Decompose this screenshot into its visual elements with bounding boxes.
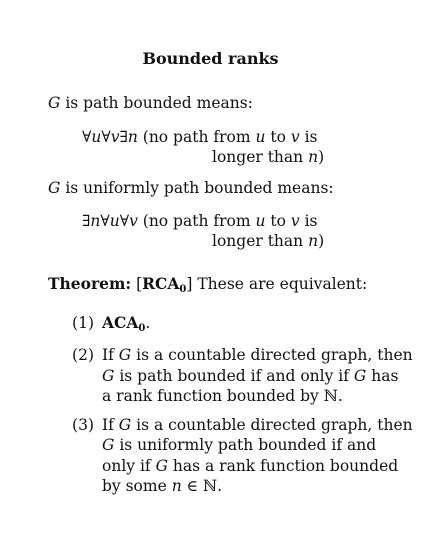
definition-text: is path bounded means:	[60, 94, 253, 112]
definition-path-bounded	[48, 93, 253, 113]
formula-path-bounded-cont	[212, 147, 324, 167]
formula-text: is	[299, 128, 318, 146]
item-number: (3)	[72, 416, 94, 434]
item-text: If	[102, 416, 119, 434]
theorem-statement	[48, 274, 367, 300]
var-v: v	[290, 212, 300, 230]
item-3-line-2	[102, 435, 376, 455]
var-u: u	[255, 128, 266, 146]
item-text: has a rank function bounded	[167, 457, 399, 475]
formula-text: longer than	[212, 232, 309, 250]
system-name: RCA	[142, 274, 180, 293]
var-u: u	[255, 212, 266, 230]
item-text: by some	[102, 477, 172, 495]
item-text: .	[145, 314, 151, 332]
var-G: G	[48, 179, 61, 197]
item-text: is uniformly path bounded if and	[114, 436, 377, 454]
item-text: ∈ ℕ.	[181, 477, 223, 495]
formula-text: is	[299, 212, 318, 230]
formula-text: (no path from	[137, 128, 256, 146]
item-text: has	[366, 367, 399, 385]
var-G: G	[118, 346, 132, 364]
system-subscript: 0	[138, 323, 146, 334]
system-name: ACA	[102, 313, 139, 332]
formula-text: )	[318, 148, 325, 166]
item-text: only if	[102, 457, 156, 475]
var-G: G	[102, 436, 115, 454]
theorem-label: Theorem:	[48, 274, 132, 293]
formula-text: longer than	[212, 148, 309, 166]
item-text: If	[102, 346, 119, 364]
item-2-line-3	[102, 386, 343, 406]
item-text: a rank function bounded by ℕ.	[102, 387, 343, 405]
var-G: G	[155, 457, 168, 475]
formula-text: (no path from	[137, 212, 256, 230]
var-G: G	[118, 416, 132, 434]
item-text: is a countable directed graph, then	[131, 346, 413, 364]
item-number: (1)	[72, 314, 94, 332]
theorem-bracket: ]	[186, 275, 193, 293]
quantifiers: ∀u∀v∃n	[82, 128, 138, 146]
definition-text: is uniformly path bounded means:	[60, 179, 334, 197]
definition-uniformly-path-bounded	[48, 178, 334, 198]
slide-title: Bounded ranks	[142, 49, 279, 68]
formula-text: to	[265, 128, 291, 146]
theorem-text: These are equivalent:	[192, 275, 368, 293]
formula-uniformly-path-bounded	[82, 211, 317, 231]
var-G: G	[353, 367, 367, 385]
theorem-bracket: [	[131, 275, 143, 293]
item-text: is a countable directed graph, then	[131, 416, 413, 434]
item-1	[102, 313, 150, 339]
formula-uniformly-path-bounded-cont	[212, 231, 324, 251]
item-3-line-3	[102, 456, 398, 476]
formula-path-bounded	[82, 127, 317, 147]
item-number: (2)	[72, 346, 94, 364]
var-G: G	[48, 94, 61, 112]
formula-text: to	[265, 212, 291, 230]
item-2-line-1	[102, 345, 413, 365]
var-v: v	[290, 128, 300, 146]
item-text: is path bounded if and only if	[114, 367, 354, 385]
formula-text: )	[318, 232, 325, 250]
var-n: n	[308, 232, 319, 250]
var-G: G	[102, 367, 115, 385]
var-n: n	[308, 148, 319, 166]
item-2-line-2	[102, 366, 398, 386]
quantifiers: ∃n∀u∀v	[82, 212, 138, 230]
system-subscript: 0	[179, 284, 187, 295]
item-3-line-1	[102, 415, 413, 435]
item-3-line-4	[102, 476, 222, 496]
var-n: n	[171, 477, 182, 495]
